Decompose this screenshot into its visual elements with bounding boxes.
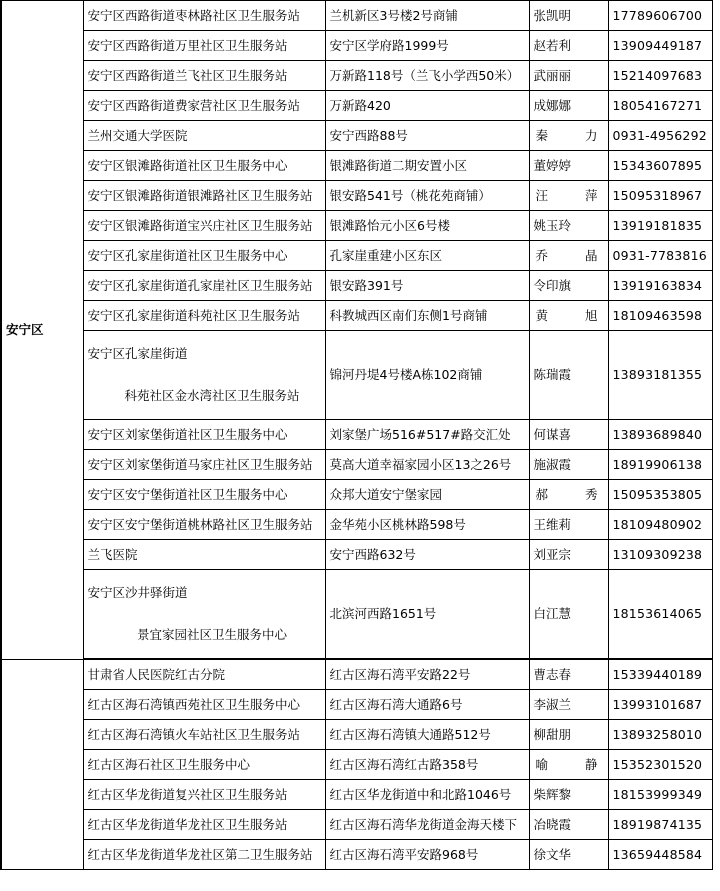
table-row	[1, 121, 712, 151]
organization-cell: 红古区海石社区卫生服务中心	[83, 750, 325, 780]
organization-cell	[83, 331, 325, 420]
table-row	[1, 61, 712, 91]
table-row	[1, 720, 712, 750]
contact-person-cell: 刘亚宗	[529, 540, 608, 570]
address-cell: 红古区海石湾镇大通路512号	[325, 720, 529, 750]
organization-line-gap	[88, 601, 321, 627]
table-row	[1, 750, 712, 780]
table-row	[1, 570, 712, 660]
phone-cell: 13993101687	[608, 690, 712, 720]
table-row	[1, 151, 712, 181]
contact-person-cell: 汪萍	[529, 181, 608, 211]
contact-person-cell: 秦力	[529, 121, 608, 151]
phone-cell: 13893258010	[608, 720, 712, 750]
table-row	[1, 301, 712, 331]
address-cell: 兰机新区3号楼2号商铺	[325, 1, 529, 31]
address-cell: 北滨河西路1651号	[325, 570, 529, 660]
phone-cell: 18919906138	[608, 450, 712, 480]
organization-cell: 安宁区安宁堡街道桃林路社区卫生服务站	[83, 510, 325, 540]
organization-cell: 兰州交通大学医院	[83, 121, 325, 151]
contact-person-cell: 施淑霞	[529, 450, 608, 480]
contact-person-cell: 乔晶	[529, 241, 608, 271]
table-row	[1, 1, 712, 31]
phone-cell: 15339440189	[608, 659, 712, 690]
address-cell: 众邦大道安宁堡家园	[325, 480, 529, 510]
address-cell: 科教城西区南们东侧1号商铺	[325, 301, 529, 331]
organization-cell: 兰飞医院	[83, 540, 325, 570]
contact-person-cell: 柳甜朋	[529, 720, 608, 750]
phone-cell: 13919181835	[608, 211, 712, 241]
phone-cell: 15095318967	[608, 181, 712, 211]
organization-cell: 安宁区银滩路街道宝兴庄社区卫生服务站	[83, 211, 325, 241]
phone-cell: 13109309238	[608, 540, 712, 570]
organization-cell: 安宁区孔家崖街道科苑社区卫生服务站	[83, 301, 325, 331]
organization-cell	[83, 570, 325, 660]
phone-cell: 13919163834	[608, 271, 712, 301]
table-row	[1, 659, 712, 690]
organization-cell: 安宁区孔家崖街道孔家崖社区卫生服务站	[83, 271, 325, 301]
contact-person-cell: 徐文华	[529, 840, 608, 870]
contact-person-cell: 成娜娜	[529, 91, 608, 121]
table-row	[1, 780, 712, 810]
table-body	[1, 1, 712, 870]
contact-person-cell: 喻静	[529, 750, 608, 780]
phone-cell: 15214097683	[608, 61, 712, 91]
address-cell: 万新路420	[325, 91, 529, 121]
address-cell: 银安路391号	[325, 271, 529, 301]
phone-cell: 17789606700	[608, 1, 712, 31]
organization-line-2: 景宜家园社区卫生服务中心	[136, 627, 287, 642]
table-row	[1, 420, 712, 450]
contact-person-cell: 王维莉	[529, 510, 608, 540]
address-cell: 安宁西路632号	[325, 540, 529, 570]
contact-person-cell: 曹志春	[529, 659, 608, 690]
organization-cell: 安宁区西路街道兰飞社区卫生服务站	[83, 61, 325, 91]
address-cell: 刘家堡广场516#517#路交汇处	[325, 420, 529, 450]
organization-cell: 安宁区银滩路街道社区卫生服务中心	[83, 151, 325, 181]
phone-cell: 18109463598	[608, 301, 712, 331]
table-row	[1, 211, 712, 241]
organization-cell: 安宁区孔家崖街道社区卫生服务中心	[83, 241, 325, 271]
table-row	[1, 840, 712, 870]
organization-cell: 甘肃省人民医院红古分院	[83, 659, 325, 690]
region-cell	[1, 659, 83, 870]
address-cell: 银滩路街道二期安置小区	[325, 151, 529, 181]
table-row	[1, 181, 712, 211]
contact-person-cell: 张凯明	[529, 1, 608, 31]
table-row	[1, 510, 712, 540]
phone-cell: 13893689840	[608, 420, 712, 450]
organization-line-1: 安宁区孔家崖街道	[87, 346, 188, 362]
organization-cell: 红古区华龙街道复兴社区卫生服务站	[83, 780, 325, 810]
organization-line-gap	[88, 362, 321, 388]
phone-cell: 0931-4956292	[608, 121, 712, 151]
organization-cell: 红古区海石湾镇西苑社区卫生服务中心	[83, 690, 325, 720]
contact-person-cell: 姚玉玲	[529, 211, 608, 241]
contact-person-cell: 郝秀	[529, 480, 608, 510]
phone-cell: 13659448584	[608, 840, 712, 870]
phone-cell: 15095353805	[608, 480, 712, 510]
region-cell: 安宁区	[1, 1, 83, 660]
table-row	[1, 91, 712, 121]
organization-line-1: 安宁区沙井驿街道	[87, 585, 188, 601]
organization-cell: 安宁区刘家堡街道社区卫生服务中心	[83, 420, 325, 450]
contact-person-cell: 令印旗	[529, 271, 608, 301]
contact-person-cell: 柴辉黎	[529, 780, 608, 810]
address-cell: 金华苑小区桃林路598号	[325, 510, 529, 540]
address-cell: 安宁区学府路1999号	[325, 31, 529, 61]
address-cell: 红古区海石湾华龙街道金海天楼下	[325, 810, 529, 840]
contact-person-cell: 赵若利	[529, 31, 608, 61]
organization-cell: 安宁区西路街道万里社区卫生服务站	[83, 31, 325, 61]
address-cell: 万新路118号（兰飞小学西50米）	[325, 61, 529, 91]
organization-cell: 安宁区刘家堡街道马家庄社区卫生服务站	[83, 450, 325, 480]
phone-cell: 18153614065	[608, 570, 712, 660]
phone-cell: 15343607895	[608, 151, 712, 181]
organization-cell: 红古区华龙街道华龙社区第二卫生服务站	[83, 840, 325, 870]
address-cell: 锦河丹堤4号楼A栋102商铺	[325, 331, 529, 420]
address-cell: 红古区海石湾红古路358号	[325, 750, 529, 780]
organization-line-2: 科苑社区金水湾社区卫生服务站	[124, 388, 300, 403]
contact-person-cell: 武丽丽	[529, 61, 608, 91]
table-row	[1, 241, 712, 271]
phone-cell: 15352301520	[608, 750, 712, 780]
address-cell: 银滩路怡元小区6号楼	[325, 211, 529, 241]
address-cell: 莫高大道幸福家园小区13之26号	[325, 450, 529, 480]
address-cell: 银安路541号（桃花苑商铺）	[325, 181, 529, 211]
contact-person-cell: 黄旭	[529, 301, 608, 331]
table-row	[1, 690, 712, 720]
contact-person-cell: 白江慧	[529, 570, 608, 660]
table-row	[1, 540, 712, 570]
contact-person-cell: 冶晓霞	[529, 810, 608, 840]
phone-cell: 18109480902	[608, 510, 712, 540]
organization-cell: 安宁区西路街道费家营社区卫生服务站	[83, 91, 325, 121]
table-row	[1, 271, 712, 301]
phone-cell: 0931-7783816	[608, 241, 712, 271]
phone-cell: 18153999349	[608, 780, 712, 810]
organization-cell: 红古区华龙街道华龙社区卫生服务站	[83, 810, 325, 840]
organization-cell: 安宁区安宁堡街道社区卫生服务中心	[83, 480, 325, 510]
address-cell: 孔家崖重建小区东区	[325, 241, 529, 271]
contact-person-cell: 陈瑞霞	[529, 331, 608, 420]
table-row	[1, 810, 712, 840]
address-cell: 红古区华龙街道中和北路1046号	[325, 780, 529, 810]
table-row	[1, 480, 712, 510]
phone-cell: 13909449187	[608, 31, 712, 61]
address-cell: 红古区海石湾大通路6号	[325, 690, 529, 720]
contact-person-cell: 董婷婷	[529, 151, 608, 181]
address-cell: 安宁西路88号	[325, 121, 529, 151]
contact-person-cell: 何谋喜	[529, 420, 608, 450]
table-row	[1, 31, 712, 61]
table-row	[1, 331, 712, 420]
phone-cell: 18054167271	[608, 91, 712, 121]
table-row	[1, 450, 712, 480]
contact-person-cell: 李淑兰	[529, 690, 608, 720]
address-cell: 红古区海石湾平安路968号	[325, 840, 529, 870]
phone-cell: 13893181355	[608, 331, 712, 420]
organization-cell: 红古区海石湾镇火车站社区卫生服务站	[83, 720, 325, 750]
phone-cell: 18919874135	[608, 810, 712, 840]
organization-cell: 安宁区西路街道枣林路社区卫生服务站	[83, 1, 325, 31]
organization-cell: 安宁区银滩路街道银滩路社区卫生服务站	[83, 181, 325, 211]
address-cell: 红古区海石湾平安路22号	[325, 659, 529, 690]
